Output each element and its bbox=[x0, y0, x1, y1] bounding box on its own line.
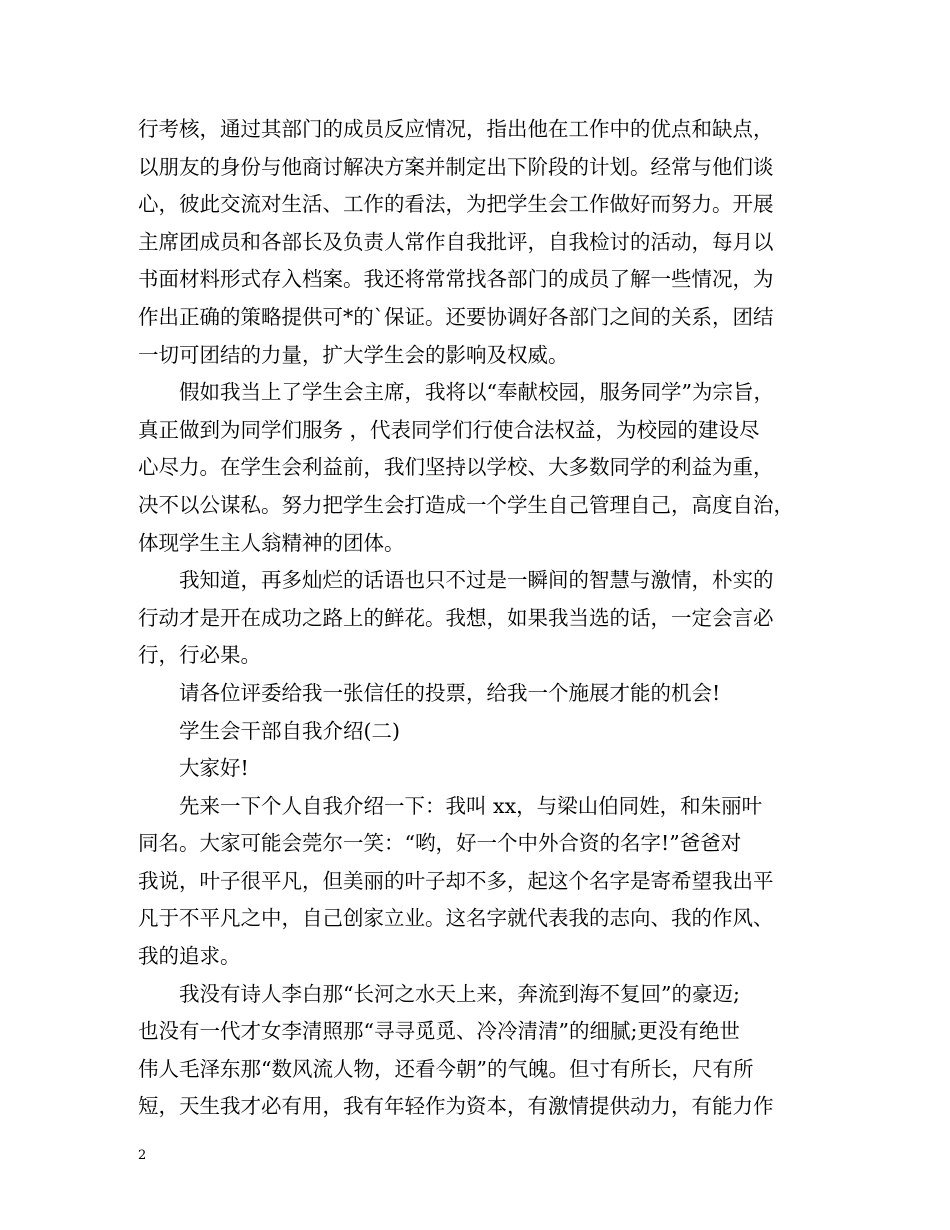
text-line: 一切可团结的力量，扩大学生会的影响及权威。 bbox=[138, 342, 569, 367]
text-line: 我的追求。 bbox=[138, 944, 241, 969]
text-line: 行考核，通过其部门的成员反应情况，指出他在工作中的优点和缺点， bbox=[138, 117, 774, 141]
text-line: 假如我当上了学生会主席，我将以“奉献校园，服务同学”为宗旨， bbox=[179, 380, 774, 405]
document-body bbox=[138, 111, 824, 1126]
text-line: 凡于不平凡之中，自己创家立业。这名字就代表我的志向、我的作风、 bbox=[138, 906, 774, 931]
text-line: 心尽力。在学生会利益前，我们坚持以学校、大多数同学的利益为重， bbox=[138, 455, 774, 480]
text-line: 主席团成员和各部长及负责人常作自我批评，自我检讨的活动，每月以 bbox=[138, 229, 774, 254]
text-line: 我知道，再多灿烂的话语也只不过是一瞬间的智慧与激情，朴实的 bbox=[179, 568, 774, 593]
text-line: 体现学生主人翁精神的团体。 bbox=[138, 530, 405, 555]
text-line: 伟人毛泽东那“数风流人物，还看今朝”的气魄。但寸有所长，尺有所 bbox=[138, 1056, 754, 1081]
text-line: 作出正确的策略提供可*的`保证。还要协调好各部门之间的关系，团结 bbox=[138, 304, 774, 329]
page-number: 2 bbox=[138, 1148, 147, 1163]
text-line: 也没有一代才女李清照那“寻寻觅觅、冷冷清清”的细腻;更没有绝世 bbox=[138, 1019, 740, 1044]
text-line: 行，行必果。 bbox=[138, 643, 261, 668]
text-line: 我说，叶子很平凡，但美丽的叶子却不多，起这个名字是寄希望我出平 bbox=[138, 868, 774, 893]
text-line: 真正做到为同学们服务 ，代表同学们行使合法权益，为校园的建设尽 bbox=[138, 417, 760, 442]
text-line: 同名。大家可能会莞尔一笑：“哟，好一个中外合资的名字!”爸爸对 bbox=[138, 831, 742, 856]
text-line: 我没有诗人李白那“长河之水天上来，奔流到海不复回”的豪迈; bbox=[179, 981, 740, 1006]
text-line: 请各位评委给我一张信任的投票，给我一个施展才能的机会! bbox=[179, 680, 721, 705]
text-line: 大家好! bbox=[179, 756, 249, 781]
text-line: 行动才是开在成功之路上的鲜花。我想，如果我当选的话，一定会言必 bbox=[138, 605, 774, 630]
text-line: 决不以公谋私。努力把学生会打造成一个学生自己管理自己，高度自治， bbox=[138, 492, 794, 517]
text-line: 心，彼此交流对生活、工作的看法，为把学生会工作做好而努力。开展 bbox=[138, 192, 774, 217]
text-line: 书面材料形式存入档案。我还将常常找各部门的成员了解一些情况，为 bbox=[138, 267, 774, 292]
text-line: 短，天生我才必有用，我有年轻作为资本，有激情提供动力，有能力作 bbox=[138, 1094, 774, 1119]
text-line: 以朋友的身份与他商讨解决方案并制定出下阶段的计划。经常与他们谈 bbox=[138, 154, 774, 179]
text-line: 学生会干部自我介绍(二) bbox=[179, 718, 400, 743]
text-line: 先来一下个人自我介绍一下：我叫 xx，与梁山伯同姓，和朱丽叶 bbox=[179, 793, 763, 818]
